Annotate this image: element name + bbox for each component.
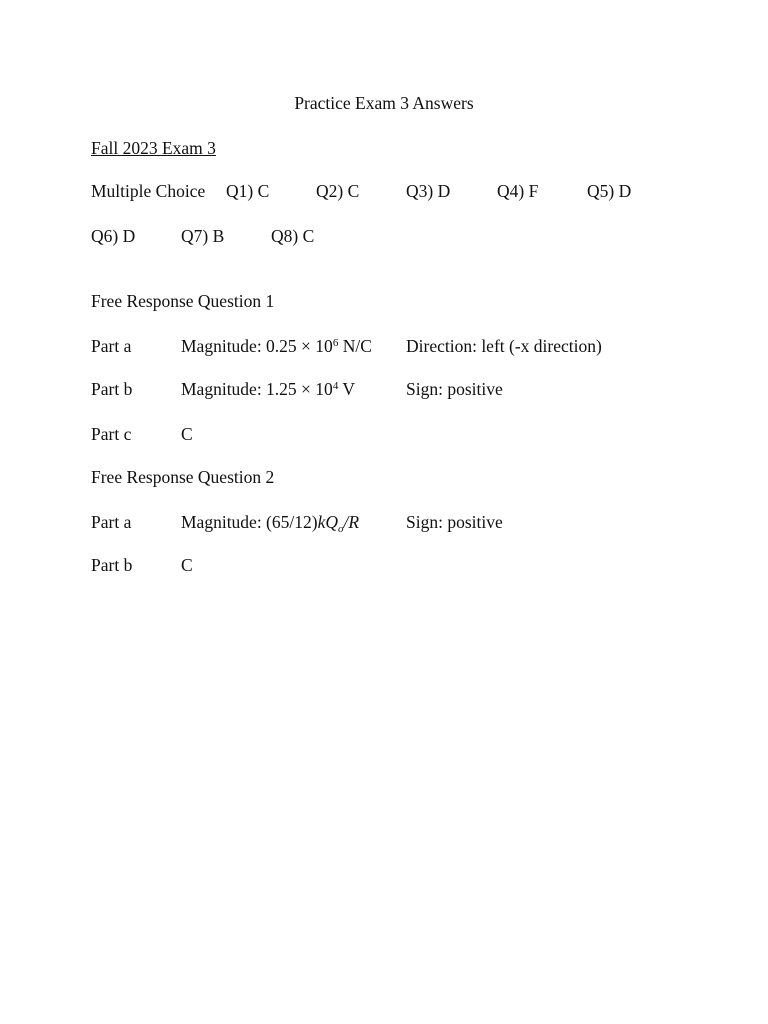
multiple-choice-label: Multiple Choice bbox=[91, 181, 206, 201]
frq1-part-b-sign: Sign: positive bbox=[406, 379, 503, 399]
frq1-part-b-magnitude: Magnitude: $1.25 \times 10^4$ V bbox=[181, 379, 356, 399]
frq1-part-c-answer: C bbox=[181, 424, 193, 444]
frq2-part-a-sign: Sign: positive bbox=[406, 512, 503, 532]
mc-answer-q6: Q6) D bbox=[91, 226, 136, 246]
exam-name: Fall 2023 Exam 3 bbox=[91, 138, 216, 158]
frq1-part-a-direction: Direction: left (-x direction) bbox=[406, 336, 602, 356]
mc-answer-q8: Q8) C bbox=[271, 226, 315, 246]
frq1-part-b-label: Part b bbox=[91, 379, 133, 399]
frq2-part-b-answer: C bbox=[181, 555, 193, 575]
mc-answer-q2: Q2) C bbox=[316, 181, 360, 201]
frq2-part-b-label: Part b bbox=[91, 555, 133, 575]
frq1-heading: Free Response Question 1 bbox=[91, 291, 275, 311]
frq1-part-a-label: Part a bbox=[91, 336, 132, 356]
frq2-part-a-magnitude: Magnitude: $(65/12)kQ_o/R$ bbox=[181, 512, 360, 535]
frq1-part-c-label: Part c bbox=[91, 424, 132, 444]
mc-answer-q7: Q7) B bbox=[181, 226, 225, 246]
mc-answer-q3: Q3) D bbox=[406, 181, 451, 201]
frq1-part-a-magnitude: Magnitude: $0.25 \times 10^6$ N/C bbox=[181, 336, 372, 356]
mc-answer-q1: Q1) C bbox=[226, 181, 270, 201]
mc-answer-q5: Q5) D bbox=[587, 181, 632, 201]
mc-answer-q4: Q4) F bbox=[497, 181, 539, 201]
frq2-heading: Free Response Question 2 bbox=[91, 467, 275, 487]
page-title: Practice Exam 3 Answers bbox=[294, 93, 474, 113]
frq2-part-a-label: Part a bbox=[91, 512, 132, 532]
